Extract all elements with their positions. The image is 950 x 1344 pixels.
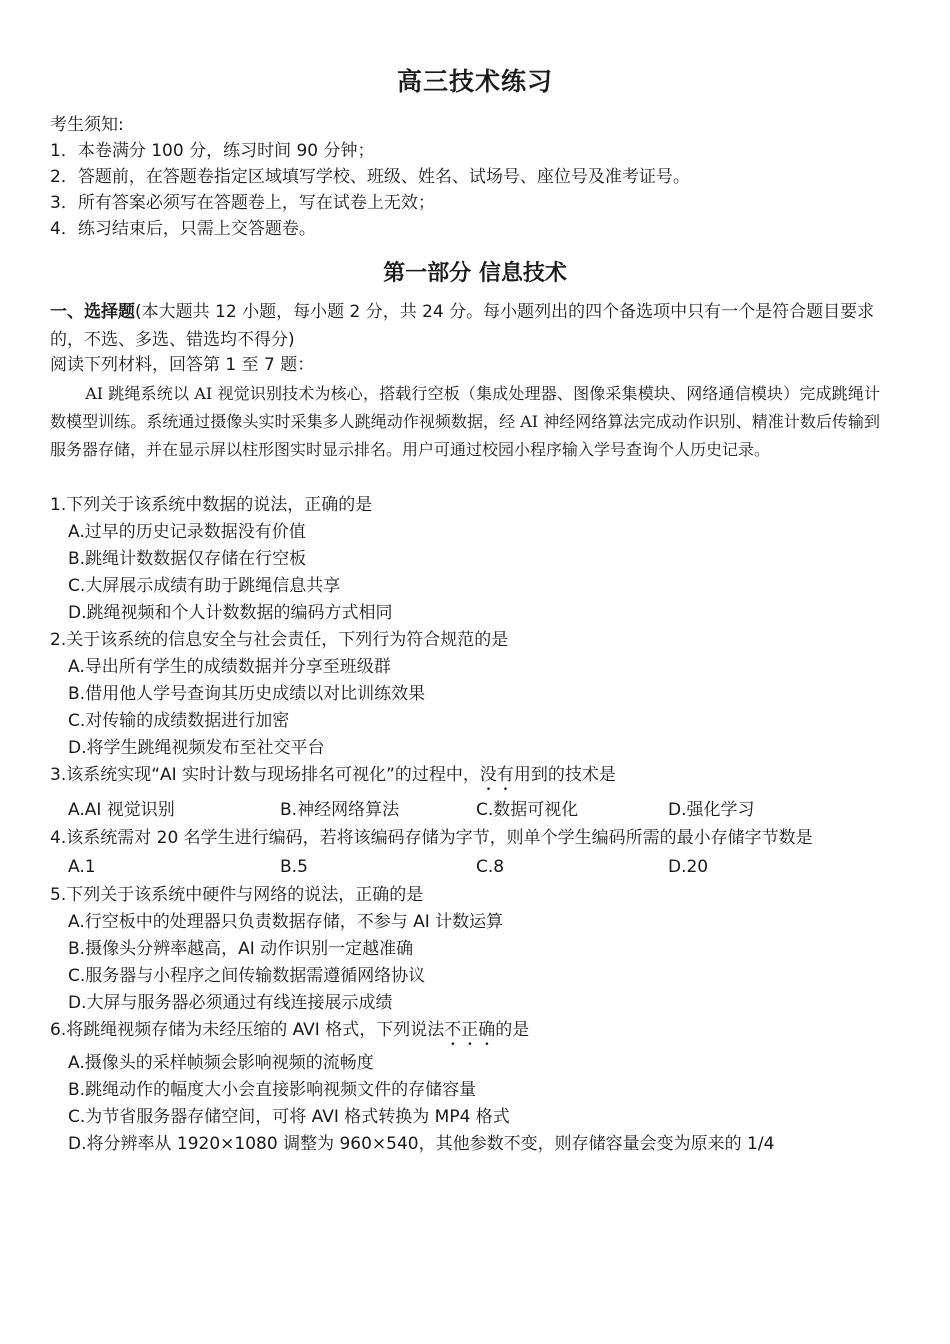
option-c: C.8 bbox=[476, 857, 505, 877]
option-b: B.神经网络算法 bbox=[280, 800, 400, 820]
stem-part: 的是 bbox=[495, 1020, 530, 1040]
question-list bbox=[50, 492, 900, 1158]
option-b: B.借用他人学号查询其历史成绩以对比训练效果 bbox=[68, 684, 426, 704]
option-a: A.行空板中的处理器只负责数据存储，不参与 AI 计数运算 bbox=[68, 912, 504, 932]
option-a: A.摄像头的采样帧频会影响视频的流畅度 bbox=[68, 1053, 374, 1073]
question-stem bbox=[50, 762, 900, 795]
options-row bbox=[50, 852, 900, 882]
option-d: D.20 bbox=[668, 857, 709, 877]
option-c: C.对传输的成绩数据进行加密 bbox=[68, 711, 290, 731]
option-c: C.服务器与小程序之间传输数据需遵循网络协议 bbox=[68, 966, 426, 986]
reading-passage: AI 跳绳系统以 AI 视觉识别技术为核心，搭载行空板（集成处理器、图像采集模块、网络通信模块）完成跳绳计数模型训练。系统通过摄像头实时采集多人跳绳动作视频数据，经 AI 神经网络算法完成动作识别、精准计数后传输到服务器存储，并在显示屏以柱形图实时显示排名。用户可通过校园小程序输入学号查询个人历史记录。 bbox=[50, 384, 880, 459]
question-4 bbox=[50, 825, 900, 882]
option-c: C.数据可视化 bbox=[476, 800, 579, 820]
emphasis-word: 没有 bbox=[479, 765, 514, 785]
notes-item: 4．练习结束后，只需上交答题卷。 bbox=[50, 219, 316, 239]
question-stem: 2.关于该系统的信息安全与社会责任，下列行为符合规范的是 bbox=[50, 630, 509, 650]
option-a: A.过早的历史记录数据没有价值 bbox=[68, 522, 306, 542]
option-b: B.跳绳计数数据仅存储在行空板 bbox=[68, 549, 307, 569]
notes-item: 2．答题前，在答题卷指定区域填写学校、班级、姓名、试场号、座位号及准考证号。 bbox=[50, 167, 690, 187]
question-3 bbox=[50, 762, 900, 825]
option-a: A.AI 视觉识别 bbox=[68, 800, 175, 820]
emphasis-word: 不正确 bbox=[444, 1020, 496, 1040]
question-5 bbox=[50, 882, 900, 1017]
stem-part: 用到的技术是 bbox=[513, 765, 616, 785]
page-title: 高三技术练习 bbox=[396, 67, 553, 96]
section-label: 一、选择题 bbox=[50, 302, 135, 322]
section-instructions: (本大题共 12 小题，每小题 2 分，共 24 分。每小题列出的四个备选项中只有一个是符合题目要求的，不选、多选、错选均不得分) bbox=[50, 302, 875, 350]
option-c: C.大屏展示成绩有助于跳绳信息共享 bbox=[68, 576, 341, 596]
option-b: B.跳绳动作的幅度大小会直接影响视频文件的存储容量 bbox=[68, 1080, 477, 1100]
option-b: B.5 bbox=[280, 857, 308, 877]
question-stem: 1.下列关于该系统中数据的说法，正确的是 bbox=[50, 495, 373, 515]
option-d: D.强化学习 bbox=[668, 800, 755, 820]
question-1 bbox=[50, 492, 900, 627]
options-row bbox=[50, 795, 900, 825]
option-d: D.跳绳视频和个人计数数据的编码方式相同 bbox=[68, 603, 393, 623]
option-d: D.将学生跳绳视频发布至社交平台 bbox=[68, 738, 325, 758]
notes-heading: 考生须知: bbox=[50, 115, 124, 135]
question-stem bbox=[50, 1017, 900, 1050]
exam-notes bbox=[50, 112, 690, 242]
option-a: A.导出所有学生的成绩数据并分享至班级群 bbox=[68, 657, 391, 677]
notes-item: 1．本卷满分 100 分，练习时间 90 分钟； bbox=[50, 141, 375, 161]
option-c: C.为节省服务器存储空间，可将 AVI 格式转换为 MP4 格式 bbox=[68, 1107, 510, 1127]
question-6 bbox=[50, 1017, 900, 1158]
question-stem: 5.下列关于该系统中硬件与网络的说法，正确的是 bbox=[50, 885, 424, 905]
stem-part: 6.将跳绳视频存储为未经压缩的 AVI 格式，下列说法 bbox=[50, 1020, 445, 1040]
option-a: A.1 bbox=[68, 857, 96, 877]
option-d: D.将分辨率从 1920×1080 调整为 960×540，其他参数不变，则存储容量会变为原来的 1/4 bbox=[68, 1134, 775, 1154]
read-prompt: 阅读下列材料，回答第 1 至 7 题： bbox=[50, 355, 315, 375]
option-b: B.摄像头分辨率越高，AI 动作识别一定越准确 bbox=[68, 939, 414, 959]
option-d: D.大屏与服务器必须通过有线连接展示成绩 bbox=[68, 993, 393, 1013]
question-stem: 4.该系统需对 20 名学生进行编码，若将该编码存储为字节，则单个学生编码所需的最小存储字节数是 bbox=[50, 828, 813, 848]
notes-item: 3．所有答案必须写在答题卷上，写在试卷上无效； bbox=[50, 193, 435, 213]
question-2 bbox=[50, 627, 900, 762]
stem-part: 3.该系统实现“AI 实时计数与现场排名可视化”的过程中， bbox=[50, 765, 480, 785]
section-heading bbox=[50, 298, 890, 354]
part-title: 第一部分 信息技术 bbox=[383, 261, 567, 286]
